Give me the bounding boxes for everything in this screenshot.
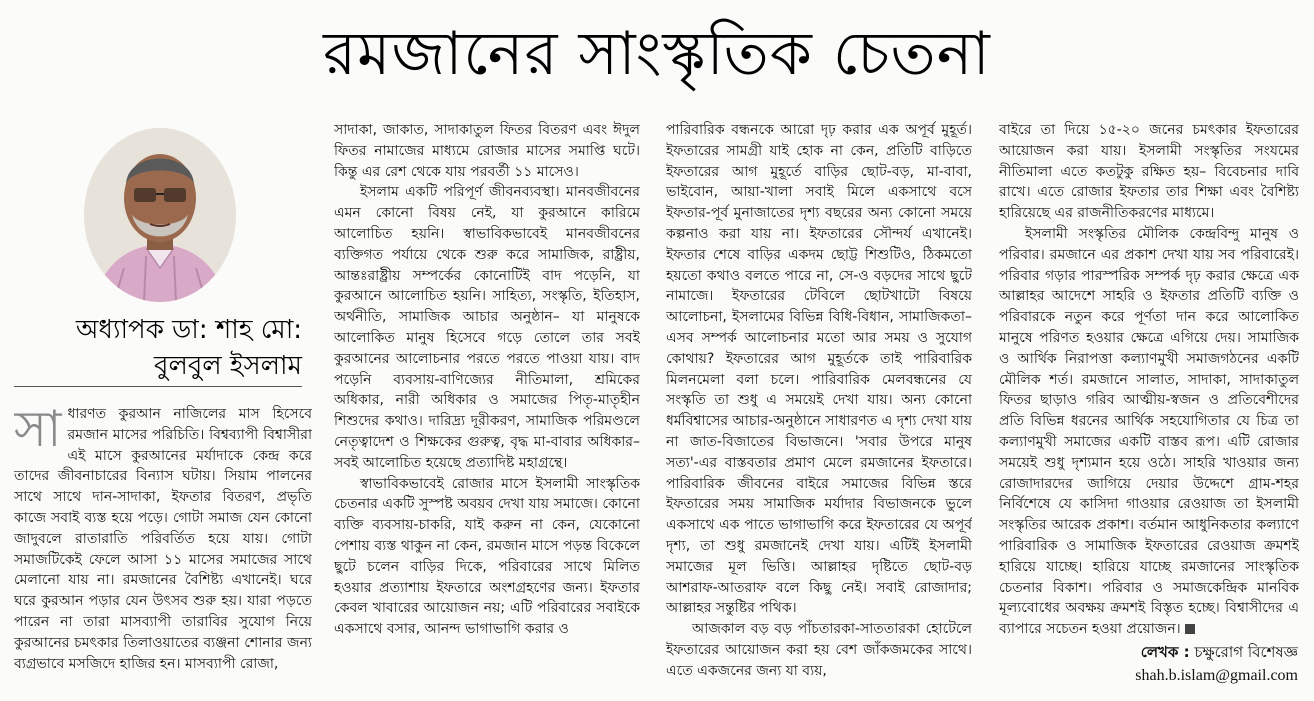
author-credit: [1000, 640, 1298, 688]
article-column-2: [334, 120, 640, 690]
article-column-3: [666, 120, 972, 690]
column-1-paragraph-1: ধারণত কুরআন নাজিলের মাস হিসেবে রমজান মাসের পরিচিতি। বিশ্বব্যাপী বিশ্বাসীরা এই মাসে কুরআনের মর্যাদাকে কেন্দ্র করে তাদের জীবনাচারের বিন্যাস ঘটায়। সিয়াম পালনের সাথে সাথে দান-সাদাকা, ইফতার বিতরণ, প্রভৃতি কাজে সবাই ব্যস্ত হয়ে পড়ে। গোটা সমাজ যেন কোনো জাদুবলে রাতারাতি পরিবর্তিত হয়ে যায়। গোটা সমাজটিকেই ফেলে আসা ১১ মাসের সমাজের সাথে মেলানো যায় না। রমজানের বৈশিষ্ট্য এখানেই। ঘরে ঘরে কুরআন পড়ার যেন উৎসব শুরু হয়। যারা পড়তে পারেন না তারা মাসব্যাপী তারাবির সুযোগ নিয়ে কুরআনের চমৎকার তিলাওয়াতের ব্যঞ্জনা শোনার জন্য ব্যগ্রভাবে মসজিদে হাজির হন। মাসব্যাপী রোজা,: [14, 406, 312, 672]
author-name-line2: বুলবুল ইসলাম: [153, 351, 302, 381]
column-3-paragraph-2: আজকাল বড় বড় পাঁচতারকা-সাততারকা হোটেলে ইফতারের আয়োজন করা হয় বেশ জাঁকজমকের সাথে। এতে একজনের জন্য যা ব্যয়,: [666, 621, 972, 679]
column-2-paragraph-2: ইসলাম একটি পরিপূর্ণ জীবনব্যবস্থা। মানবজীবনের এমন কোনো বিষয় নেই, যা কুরআনে কারিমে আলোচিত হয়নি। স্বাভাবিকভাবেই মানবজীবনের ব্যক্তিগত পর্যায়ে থেকে শুরু করে সামাজিক, রাষ্ট্রীয়, আন্তঃরাষ্ট্রীয় সম্পর্কের কোনোটিই বাদ পড়েনি, যা কুরআনে আলোচিত হয়নি। সাহিত্য, সংস্কৃতি, ইতিহাস, অর্থনীতি, সামাজিক আচার অনুষ্ঠান– যা মানুষকে আলোকিত মানুষ হিসেবে গড়ে তোলে তার সবই কুরআনের আলোচনার পরতে পরতে পাওয়া যায়। বাদ পড়েনি ব্যবসায়-বাণিজ্যের নীতিমালা, শ্রমিকের অধিকার, নারী অধিকার ও সমাজের পিতৃ-মাতৃহীন শিশুদের কথাও। দারিদ্র্য দূরীকরণ, সামাজিক পরিমণ্ডলে নেতৃত্বাদেশ ও শিক্ষকের গুরুত্ব, বৃদ্ধ মা-বাবার অধিকার– সবই আলোচিত হয়েছে প্রত্যাদিষ্ট মহাগ্রন্থে।: [334, 184, 640, 471]
author-role: চক্ষুরোগ বিশেষজ্ঞ: [1194, 643, 1298, 661]
column-2-paragraph-3: স্বাভাবিকভাবেই রোজার মাসে ইসলামী সাংস্কৃতিক চেতনার একটি সুস্পষ্ট অবয়ব দেখা যায় সমাজে। কোনো ব্যক্তি ব্যবসায়-চাকরি, যাই করুন না কেন, যেকোনো পেশায় ব্যস্ত থাকুন না কেন, রমজান মাসে পড়ন্ত বিকেলে ছুটে চলেন বাড়ির দিকে, পরিবারের সাথে মিলিত হওয়ার প্রত্যাশায় ইফতারে অংশগ্রহণের জন্য। ইফতার কেবল খাবারের আয়োজন নয়; এটি পরিবারের সবাইকে একসাথে বসার, আনন্দ ভাগাভাগি করার ও: [334, 475, 640, 638]
author-photo: [84, 128, 236, 302]
credit-label: লেখক :: [1140, 643, 1190, 661]
column-2-paragraph-1: সাদাকা, জাকাত, সাদাকাতুল ফিতর বিতরণ এবং ঈদুল ফিতর নামাজের মাধ্যমে রোজার মাসের সমাপ্তি ঘটে। কিন্তু এর রেশ থেকে যায় পরবর্তী ১১ মাসেও।: [334, 122, 640, 180]
author-role-line: [1000, 640, 1298, 664]
article-column-1: [14, 404, 312, 690]
author-name-line1: অধ্যাপক ডা: শাহ মো:: [75, 315, 302, 345]
author-divider: [14, 386, 302, 387]
author-email[interactable]: shah.b.islam@gmail.com: [1135, 667, 1298, 684]
drop-cap: সা: [14, 404, 62, 458]
column-4-paragraph-2: ইসলামী সংস্কৃতির মৌলিক কেন্দ্রবিন্দু মানুষ ও পরিবার। রমজানে এর প্রকাশ দেখা যায় সব পরিবারেই। পরিবার গড়ার পারস্পরিক সম্পর্ক দৃঢ় করার ক্ষেত্রে এক আল্লাহর আদেশে সাহরি ও ইফতার প্রতিটি ব্যক্তি ও পরিবারকে নতুন করে পূর্ণতা দান করে আলোকিত মানুষে পরিণত হওয়ার ক্ষেত্রে এগিয়ে দেয়। সামাজিক ও আর্থিক নিরাপত্তা কল্যাণমুখী সমাজগঠনের একটি মৌলিক শর্ত। রমজানে সালাত, সাদাকা, সাদাকাতুল ফিতর ছাড়াও গরিব আত্মীয়-স্বজন ও প্রতিবেশীদের প্রতি বিভিন্ন ধরনের আর্থিক সহযোগিতার যে চিত্র তা কল্যাণমুখী সমাজের একটি বাস্তব রূপ। এটি রোজার সময়েই শুধু দৃশ্যমান হয়ে ওঠে। সাহরি খাওয়ার জন্য রোজাদারদের জাগিয়ে দেয়ার উদ্দেশে গ্রাম-শহর নির্বিশেষে যে কাসিদা গাওয়ার রেওয়াজ তা ইসলামী সংস্কৃতির আরেক প্রকাশ। বর্তমান আধুনিকতার কল্যাণে পারিবারিক ও সামাজিক ইফতারের রেওয়াজ ক্রমশই হারিয়ে যাচ্ছে। হারিয়ে যাচ্ছে রমজানের সাংস্কৃতিক চেতনার বিকাশ। পরিবার ও সমাজকেন্দ্রিক মানবিক মূল্যবোধের অবক্ষয় ক্রমশই বিস্তৃত হচ্ছে। বিশ্বাসীদের এ ব্যাপারে সচেতন হওয়া প্রয়োজন।: [999, 225, 1299, 638]
article-column-4: [999, 120, 1299, 650]
end-mark-icon: [1185, 624, 1195, 634]
author-portrait-image: [84, 128, 236, 302]
column-3-paragraph-1: পারিবারিক বন্ধনকে আরো দৃঢ় করার এক অপূর্ব মুহূর্ত। ইফতারের সামগ্রী যাই হোক না কেন, প্রতিটি বাড়িতে ইফতারের আগ মুহূর্তে বাড়ির ছোট-বড়, মা-বাবা, ভাইবোন, আয়া-খালা সবাই মিলে একসাথে বসে ইফতার-পূর্ব মুনাজাতের দৃশ্য বছরের অন্য কোনো সময়ে কল্পনাও করা যায় না। ইফতারের সৌন্দর্য এখানেই। ইফতার শেষে বাড়ির একদম ছোট্ট শিশুটিও, ঠিকমতো হয়তো কথাও বলতে পারে না, সে-ও বড়দের সাথে ছুটে নামাজে। ইফতারের টেবিলে ছোটখাটো বিষয়ে আলোচনা, ইসলামের বিভিন্ন বিধি-বিধান, সামাজিকতা– এসব সম্পর্ক আলোচনার মতো আর সময় ও সুযোগ কোথায়? ইফতারের আগ মুহূর্তকে তাই পারিবারিক মিলনমেলা বলা চলে। পারিবারিক মেলবন্ধনের যে সংস্কৃতি তা শুধু এ সময়েই দেখা যায়। অন্য কোনো ধর্মবিশ্বাসের আচার-অনুষ্ঠানে সাধারণত এ দৃশ্য দেখা যায় না জাত-বিজাতের বিভাজনে। 'সবার উপরে মানুষ সত্য'-এর বাস্তবতার প্রমাণ মেলে রমজানের ইফতারে। পারিবারিক জীবনের বাইরে সমাজের বিভিন্ন স্তরে ইফতারের সময় সামাজিক মর্যাদার বিভাজনকে ভুলে একসাথে এক পাতে ভাগাভাগি করে ইফতারের যে অপূর্ব দৃশ্য, তা শুধু রমজানেই দেখা যায়। এটিই ইসলামী সমাজের মূল ভিত্তি। আল্লাহর দৃষ্টিতে ছোট-বড় আশরাফ-আতরাফ বলে কিছু নেই। সবাই রোজাদার; আল্লাহর সন্তুষ্টির পথিক।: [666, 122, 972, 617]
article-headline: রমজানের সাংস্কৃতিক চেতনা: [323, 19, 991, 89]
author-name: [14, 312, 302, 384]
column-4-paragraph-1: বাইরে তা দিয়ে ১৫-২০ জনের চমৎকার ইফতারের আয়োজন করা যায়। ইসলামী সংস্কৃতির সংযমের নীতিমালা এতে কতটুকু রক্ষিত হয়– বিবেচনার দাবি রাখে। এতে রোজার ইফতার তার শিক্ষা এবং বৈশিষ্ট্য হারিয়েছে এর রাজনীতিকরণের মাধ্যমে।: [999, 122, 1299, 222]
